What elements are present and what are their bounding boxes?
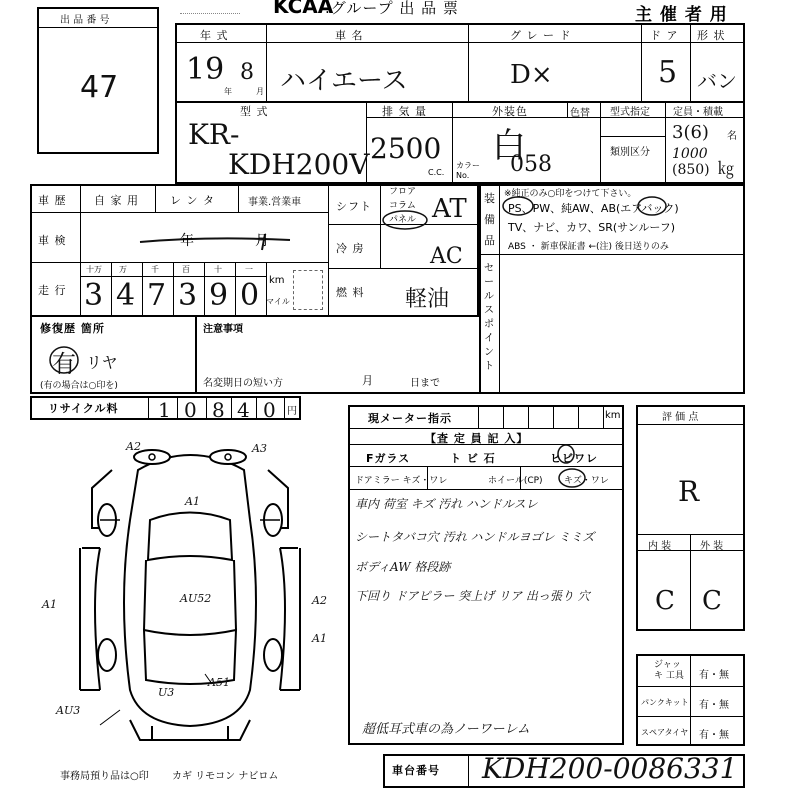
- model-value: KDH200V: [228, 148, 370, 181]
- repair-value: 有: [52, 350, 76, 378]
- inspector-comment: ボディAW 格段跡: [355, 560, 451, 574]
- damage-mark: A2: [312, 594, 327, 607]
- damage-mark: A3: [252, 442, 267, 455]
- damage-mark: A51: [208, 676, 230, 689]
- lot-label: 出 品 番 号: [60, 15, 110, 26]
- inspector-comment: 車内 荷室 キズ 汚れ ハンドルスレ: [355, 497, 538, 511]
- recycle-digit: 8: [212, 398, 225, 422]
- inspector-comment: 下回り ドアピラー 突上げ リア 出っ張り 穴: [355, 589, 590, 603]
- equipment-label: 装備品: [484, 192, 496, 247]
- shift-option: コラム: [389, 201, 416, 211]
- ac-label: 冷 房: [336, 242, 365, 255]
- year-label: 年 式: [200, 29, 229, 42]
- sheet-title: .グループ 出 品 票: [325, 0, 459, 17]
- mileage-digit: 9: [209, 278, 229, 313]
- inspector-bottom-note: 超低耳式車の為ノーワーレム: [362, 722, 530, 737]
- mileage-digit-label: 十: [214, 265, 222, 274]
- capacity-value: 3(6): [672, 122, 709, 143]
- damage-mark: U3: [158, 686, 175, 699]
- damage-mark: A1: [42, 598, 57, 611]
- fuel-value: 軽油: [405, 287, 450, 312]
- recycle-digit: 4: [237, 398, 250, 422]
- fuel-label: 燃 料: [336, 286, 365, 299]
- mileage-digit-label: 万: [119, 265, 127, 274]
- auction-sheet: 出 品 番 号 47 KCAA .グループ 出 品 票 主 催 者 用 年 式 19 年 8 月 車 名 ハイエース グ レ ー ド D× ド ア 5 形 状 バン 型 式 KR- KDH200V 排 気 量 2500 C.C. 外装色 色替 白 カラー No. 058 型式指定 類別区分 定員・積載 3(6) 名 1000 (850) ㎏ 車 歴 自 家 用 レ ン タ 事業.営業車 車 検 年 月 走 行 十万 万 千 百 十 一 3 4 7 3 9 0 km マイル シフト フロア コラム パネル AT 冷 房 AC 燃 料 軽油 装備品 ※純正のみ○印をつけて下さい。 PS、PW、純AW、AB(エアバック) TV、ナビ、カワ、SR(サンルーフ) ABS ・ 新車保証書 ←(注) 後日送りのみ セールスポイント 修復歴 箇所 有 リヤ (有の場合は○印を) 注意事項 名変期日の短い方 月 日まで リサイクル料 1 0 8 4 0 円 現メーター指示 km 【査 定 員 記 入】 Fガラス ト ビ 石 ヒビワレ ドアミラー キズ・ワレ ホイール(CP) キズ・ワレ 車内 荷室 キズ 汚れ ハンドルスレ シートタバコ穴 汚れ ハンドルヨゴレ ミミズ ボディAW 格段跡 下回り ドアピラー 突上げ リア 出っ張り 穴 超低耳式車の為ノーワーレム 評 価 点 R 内 装 外 装 C C ジャッキ 工具 パンクキット スペアタイヤ 有・無 有・無 有・無 事務局預り品は○印 カギ リモコン ナビロム 車台番号 KDH200-0086331 A2 A3 A1 AU52 A1 A2 A1 U3 A51 AU3: [0, 0, 800, 800]
- damage-mark: A1: [185, 495, 200, 508]
- displacement-value: 2500: [370, 132, 442, 165]
- shape-label: 形 状: [697, 29, 726, 42]
- shift-option: フロア: [389, 187, 417, 197]
- mileage-digit-label: 千: [151, 265, 159, 274]
- mileage-digit: 3: [178, 278, 198, 313]
- mileage-label: 走 行: [38, 284, 67, 297]
- mileage-digit: 4: [116, 278, 136, 313]
- ac-value: AC: [430, 244, 463, 269]
- mileage-digit-label: 一: [245, 265, 253, 274]
- mileage-digit-label: 十万: [86, 265, 102, 274]
- damage-mark: AU3: [56, 704, 81, 717]
- mileage-digit: 3: [84, 278, 104, 313]
- recycle-digit: 1: [158, 398, 171, 422]
- color-no-value: 058: [510, 152, 552, 177]
- brand-logo: KCAA: [273, 0, 334, 18]
- month-value: 8: [240, 60, 254, 85]
- model-label: 型 式: [240, 105, 269, 118]
- lot-number: 47: [80, 70, 119, 105]
- mileage-digit-label: 百: [182, 265, 190, 274]
- grade-value: D×: [510, 60, 553, 90]
- grade-label: グ レ ー ド: [510, 29, 572, 42]
- shift-value: AT: [432, 194, 467, 224]
- name-label: 車 名: [335, 29, 364, 42]
- inspection-label: 車 検: [38, 234, 67, 247]
- doors-label: ド ア: [650, 29, 679, 42]
- model-prefix: KR-: [188, 118, 240, 151]
- exterior-grade: C: [702, 586, 722, 616]
- year-value: 19: [186, 52, 225, 87]
- mileage-digit: 7: [147, 278, 167, 313]
- name-value: ハイエース: [280, 66, 408, 96]
- damage-mark: AU52: [180, 592, 212, 605]
- ext-color-label: 外装色: [492, 105, 528, 118]
- interior-grade: C: [655, 586, 675, 616]
- recycle-digit: 0: [263, 398, 276, 422]
- shape-value: バン: [697, 69, 737, 93]
- shift-label: シフト: [336, 200, 372, 213]
- history-label: 車 歴: [38, 194, 67, 207]
- score-value: R: [678, 475, 700, 508]
- damage-mark: A1: [312, 632, 327, 645]
- sales-point-label: セールスポイント: [484, 263, 495, 372]
- recycle-digit: 0: [184, 398, 197, 422]
- mileage-digit: 0: [240, 278, 260, 313]
- ext-color-value: 白: [492, 126, 526, 166]
- inspector-comment: シートタバコ穴 汚れ ハンドルヨゴレ ミミズ: [355, 530, 595, 544]
- displacement-label: 排 気 量: [382, 105, 427, 118]
- shift-option: パネル: [389, 215, 417, 225]
- chassis-value: KDH200-0086331: [482, 752, 738, 785]
- doors-value: 5: [658, 55, 678, 90]
- organizer-label: 主 催 者 用: [635, 5, 728, 25]
- damage-mark: A2: [126, 440, 141, 453]
